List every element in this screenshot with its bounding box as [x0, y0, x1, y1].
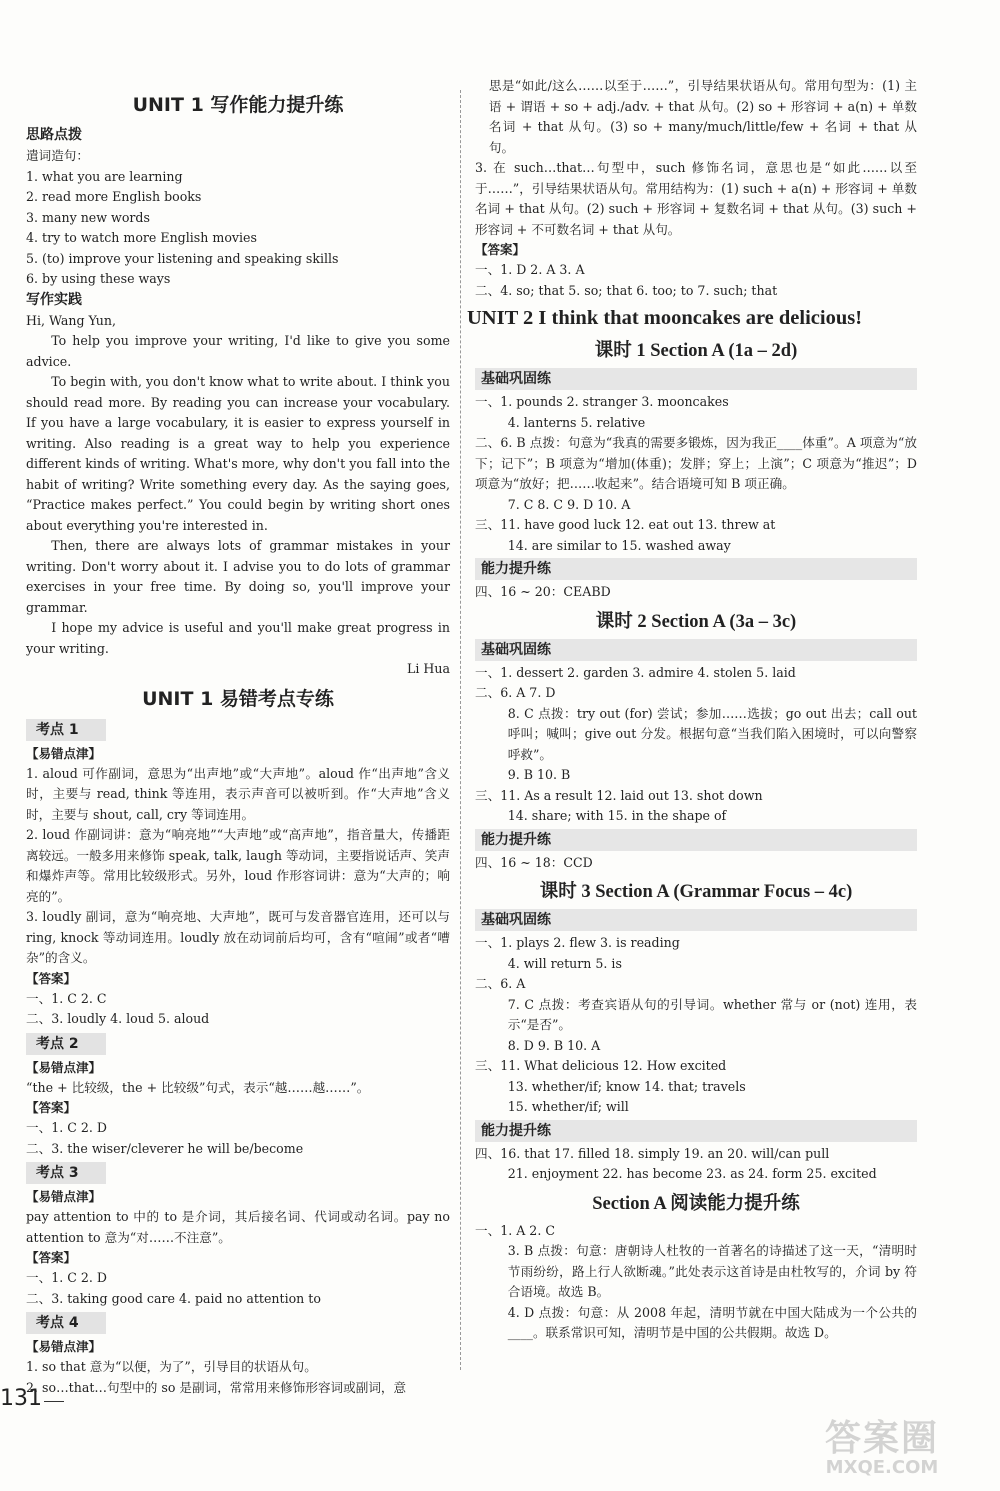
answer-line: 四、16. that 17. filled 18. simply 19. an 20. will/can pull: [475, 1145, 830, 1161]
basic-practice-band: 基础巩固练: [475, 909, 917, 931]
answer-line: 三、11. have good luck 12. eat out 13. threw at: [475, 517, 776, 532]
answer-line: 4. will return 5. is: [507, 955, 622, 971]
answer-line: 四、16 ~ 20：CEABD: [475, 584, 611, 599]
answer-line: 二、6. A 7. D: [475, 685, 556, 700]
zaoci-item: 6. by using these ways: [26, 271, 171, 286]
basic-practice-band: 基础巩固练: [475, 639, 917, 661]
answer-line: 一、1. C 2. C: [26, 990, 107, 1006]
answer-explanation: 8. C 点拨：try out (for) 尝试；参加……选拔；go out 出去；call out 呼叫；喊叫；give out 分发。根据句意“当我们陷入困境时，可以向警察呼救”。: [507, 705, 917, 762]
column-divider: [460, 90, 461, 1370]
silu-heading: 思路点拨: [26, 127, 82, 143]
answer-explanation: 7. C 点拨：考查宾语从句的引导词。whether 常与 or (not) 连用，表示“是否”。: [507, 996, 917, 1032]
yicuo-heading: 【易错点津】: [26, 1189, 102, 1204]
answer-line: 二、3. the wiser/cleverer he will be/become: [26, 1140, 304, 1156]
answer-heading: 【答案】: [26, 1100, 77, 1115]
continued-paragraph: 思是“如此/这么……以至于……”，引导结果状语从句。常用句型为：(1) 主语 + 谓语 + so + adj./adv. + that 从句。(2) so + 形容词 + a(n) + 单数名词 + that 从句。(3) so + many/much/little/few + 名词 + that 从句。: [488, 78, 917, 155]
answer-line: 21. enjoyment 22. has become 23. as 24. form 25. excited: [507, 1166, 877, 1181]
unit1-writing-title: UNIT 1 写作能力提升练: [132, 94, 344, 116]
letter-paragraph: To help you improve your writing, I'd like to give you some advice.: [26, 333, 450, 369]
answer-line: 9. B 10. B: [507, 767, 571, 782]
basic-practice-band: 基础巩固练: [475, 368, 917, 390]
zaoci-item: 2. read more English books: [26, 189, 202, 204]
watermark-logo: [782, 1410, 982, 1480]
kaodian-4-heading: 考点 4: [26, 1312, 106, 1334]
yicuo-note: 1. aloud 可作副词，意思为“出声地”或“大声地”。aloud 作“出声地”含义时，主要与 read, think 等连用，表示声音可以被听到。作“大声地”含义时，主要与 shout, call, cry 等词连用。: [26, 765, 450, 822]
answer-heading: 【答案】: [26, 970, 77, 986]
answer-line: 三、11. What delicious 12. How excited: [475, 1058, 727, 1073]
left-column: [26, 86, 450, 1398]
answer-line: 一、1. dessert 2. garden 3. admire 4. stolen 5. laid: [475, 664, 796, 680]
answer-line: 二、6. A: [475, 976, 526, 991]
answer-line: 一、1. C 2. D: [26, 1120, 107, 1135]
zaoci-item: 3. many new words: [26, 209, 150, 225]
letter-paragraph: Then, there are always lots of grammar mistakes in your writing. Don't worry about it. I advise you to do lots of grammar exercises in your free time. By doing so, you'll improve your grammar.: [26, 538, 450, 615]
ability-band: 能力提升练: [475, 1120, 917, 1142]
yicuo-heading: 【易错点津】: [26, 1339, 102, 1354]
zaoci-heading: 遣词造句：: [26, 148, 89, 163]
letter-signature: Li Hua: [407, 661, 450, 676]
reading-section-title: Section A 阅读能力提升练: [592, 1193, 800, 1214]
answer-line: 7. C 8. C 9. D 10. A: [507, 496, 631, 512]
kaodian-1-heading: 考点 1: [26, 719, 106, 741]
kaodian-3-heading: 考点 3: [26, 1162, 106, 1184]
answer-explanation: 4. D 点拨：句意：从 2008 年起，清明节就在中国大陆成为一个公共的____。联系常识可知，清明节是中国的公共假期。故选 D。: [507, 1304, 917, 1340]
answer-line: 一、1. plays 2. flew 3. is reading: [475, 935, 680, 950]
unit1-error-title: UNIT 1 易错考点专练: [142, 687, 334, 710]
watermark-url: MXQE.COM: [825, 1457, 939, 1478]
answer-heading: 【答案】: [475, 242, 526, 257]
answer-explanation: 3. B 点拨：句意：唐朝诗人杜牧的一首著名的诗描述了这一天，“清明时节雨纷纷，路上行人欲断魂。”此处表示这首诗是由杜牧写的，介词 by 符合语境。故选 B。: [507, 1243, 917, 1299]
unit2-title: UNIT 2 I think that mooncakes are delicious!: [467, 307, 863, 329]
yicuo-note: pay attention to 中的 to 是介词，其后接名词、代词或动名词。pay no attention to 意为“对……不注意”。: [26, 1209, 450, 1245]
yicuo-heading: 【易错点津】: [26, 1059, 102, 1075]
answer-heading: 【答案】: [26, 1250, 77, 1265]
answer-line: 14. share; with 15. in the shape of: [507, 808, 727, 823]
practice-heading: 写作实践: [26, 291, 82, 308]
continued-item-3: 3. 在 such…that…句型中，such 修饰名词，意思也是“如此……以至于……”，引导结果状语从句。常用结构为：(1) such + a(n) + 形容词 + 单数名词 + that 从句。(2) such + 形容词 + 复数名词 + that 从句。(3) such + 形容词 + 不可数名词 + that 从句。: [475, 160, 917, 237]
lesson-1-title: 课时 1 Section A (1a – 2d): [594, 341, 798, 361]
yicuo-heading: 【易错点津】: [26, 745, 102, 761]
answer-line: 15. whether/if; will: [507, 1099, 629, 1114]
answer-line: 4. lanterns 5. relative: [507, 414, 646, 430]
lesson-2-title: 课时 2 Section A (3a – 3c): [595, 611, 797, 632]
answer-line: 一、1. pounds 2. stranger 3. mooncakes: [475, 394, 729, 409]
ability-band: 能力提升练: [475, 829, 917, 851]
yicuo-note: “the + 比较级，the + 比较级”句式，表示“越……越……”。: [26, 1079, 370, 1095]
right-column: [467, 76, 917, 1344]
answer-line: 一、1. A 2. C: [475, 1222, 555, 1238]
page-number-rule: [44, 1401, 64, 1402]
letter-paragraph: To begin with, you don't know what to write about. I think you should read more. By reading you can increase your vocabulary. If you have a large vocabulary, it is easier to express yourself in writing. Also reading is a great way to help you experience different kinds of writing. What's more, why don't you fall into the habit of writing? Write something every day. As the saying goes, “Practice makes perfect.” You could begin by writing short ones about everything you're interested in.: [26, 374, 450, 533]
watermark-text: 答案圈: [824, 1418, 939, 1459]
answer-line: 8. D 9. B 10. A: [507, 1037, 601, 1053]
answer-line: 二、3. taking good care 4. paid no attention to: [26, 1290, 321, 1306]
zaoci-item: 4. try to watch more English movies: [26, 230, 257, 245]
zaoci-item: 5. (to) improve your listening and speaking skills: [26, 250, 339, 266]
letter-paragraph: I hope my advice is useful and you'll make great progress in your writing.: [26, 620, 450, 656]
answer-line: 14. are similar to 15. washed away: [507, 537, 731, 553]
zaoci-item: 1. what you are learning: [26, 168, 183, 184]
ability-band: 能力提升练: [475, 558, 917, 580]
answer-line: 三、11. As a result 12. laid out 13. shot down: [475, 787, 763, 803]
kaodian-2-heading: 考点 2: [26, 1033, 106, 1055]
answer-line: 四、16 ~ 18：CCD: [475, 854, 593, 870]
answer-line: 13. whether/if; know 14. that; travels: [507, 1078, 746, 1094]
yicuo-note: 1. so that 意为“以便，为了”，引导目的状语从句。: [26, 1359, 317, 1374]
answer-line: 一、1. D 2. A 3. A: [475, 262, 585, 277]
answer-line: 二、3. loudly 4. loud 5. aloud: [26, 1011, 210, 1026]
yicuo-note: 2. so…that…句型中的 so 是副词，常常用来修饰形容词或副词，意: [26, 1379, 407, 1395]
answer-line: 二、4. so; that 5. so; that 6. too; to 7. such; that: [475, 282, 778, 298]
answer-line: 一、1. C 2. D: [26, 1270, 107, 1285]
yicuo-note: 2. loud 作副词讲：意为“响亮地”“大声地”或“高声地”，指音量大，传播距离较远。一般多用来修饰 speak, talk, laugh 等动词，主要指说话声、笑声和爆炸声等。常用比较级形式。另外，loud 作形容词讲：意为“大声的；响亮的”。: [26, 827, 450, 904]
letter-greeting: Hi, Wang Yun,: [26, 312, 116, 328]
answer-explanation: 二、6. B 点拨：句意为“我真的需要多锻炼，因为我正____体重”。A 项意为“放下；记下”；B 项意为“增加(体重)；发胖；穿上；上演”；C 项意为“推迟”；D 项意为“放好；把……收起来”。结合语境可知 B 项正确。: [475, 435, 917, 491]
yicuo-note: 3. loudly 副词，意为“响亮地、大声地”，既可与发音器官连用，还可以与 ring, knock 等动词连用。loudly 放在动词前后均可，含有“喧闹”或者“嘈杂”的含义。: [26, 909, 450, 965]
page-number: 131: [0, 1386, 42, 1411]
lesson-3-title: 课时 3 Section A (Grammar Focus – 4c): [539, 882, 853, 902]
